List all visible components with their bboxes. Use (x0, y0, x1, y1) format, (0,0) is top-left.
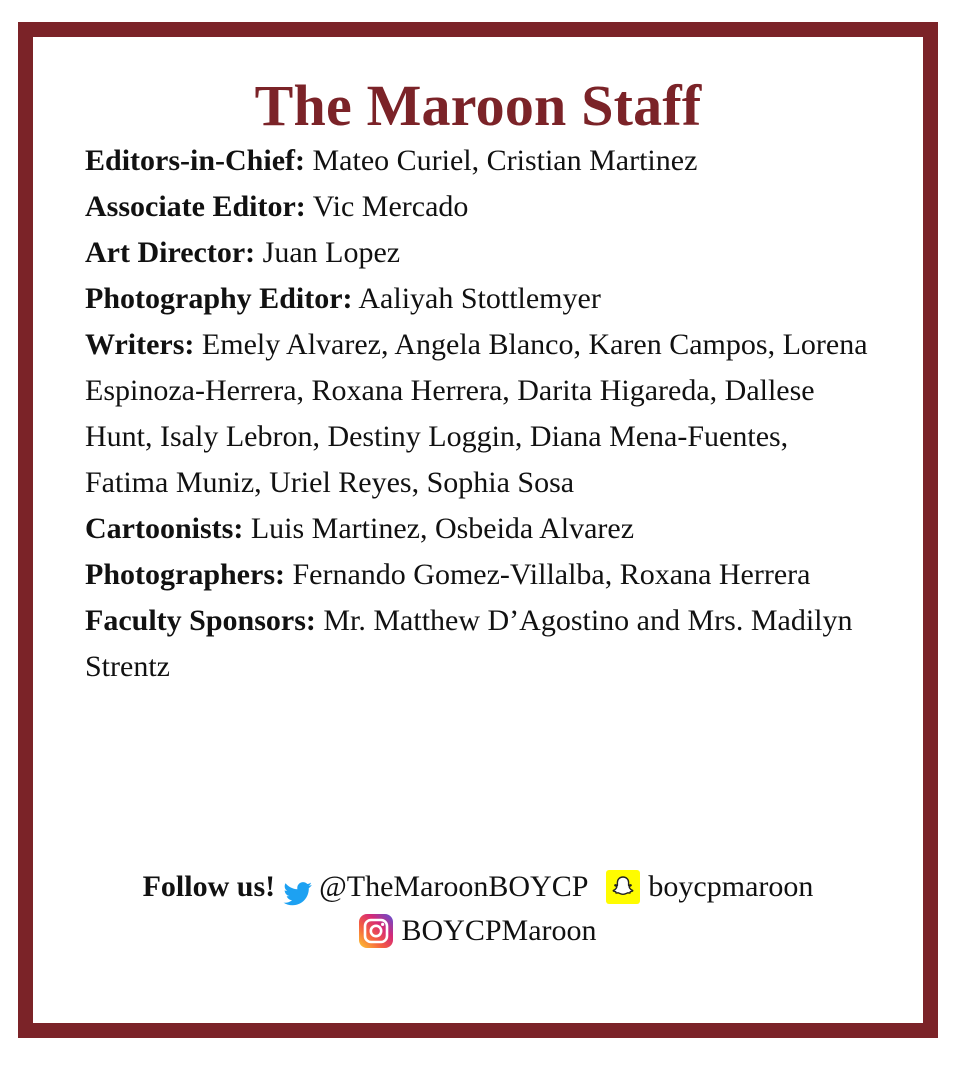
instagram-camera-icon (359, 914, 393, 948)
staff-role: Cartoonists: (85, 512, 244, 545)
staff-entry-editors-in-chief (85, 138, 875, 184)
follow-line-1 (33, 865, 923, 909)
staff-role: Writers: (85, 328, 195, 361)
instagram-handle[interactable]: BOYCPMaroon (401, 914, 597, 947)
staff-role: Art Director: (85, 236, 256, 269)
staff-role: Associate Editor: (85, 190, 306, 223)
staff-names: Juan Lopez (262, 236, 401, 269)
twitter-handle[interactable]: @TheMaroonBOYCP (319, 870, 589, 903)
staff-box-frame (18, 22, 938, 1038)
staff-names: Vic Mercado (312, 190, 469, 223)
staff-names: Fernando Gomez-Villalba, Roxana Herrera (292, 558, 811, 591)
staff-names: Mr. Matthew D’Agostino and Mrs. Madilyn Strentz (85, 604, 853, 683)
staff-entry-art-director (85, 230, 875, 276)
staff-role: Photography Editor: (85, 282, 353, 315)
follow-line-2 (33, 909, 923, 953)
staff-names: Mateo Curiel, Cristian Martinez (312, 144, 698, 177)
staff-entry-faculty-sponsors (85, 598, 875, 690)
follow-label: Follow us! (142, 870, 276, 903)
staff-entry-writers (85, 322, 875, 506)
staff-role: Editors-in-Chief: (85, 144, 305, 177)
snapchat-handle[interactable]: boycpmaroon (648, 870, 814, 903)
staff-entry-photographers (85, 552, 875, 598)
staff-entry-photography-editor (85, 276, 875, 322)
staff-role: Photographers: (85, 558, 285, 591)
page-title: The Maroon Staff (254, 73, 702, 138)
social-follow-block (33, 865, 923, 953)
staff-names: Luis Martinez, Osbeida Alvarez (250, 512, 635, 545)
snapchat-ghost-icon (606, 870, 640, 904)
staff-role: Faculty Sponsors: (85, 604, 316, 637)
staff-names: Emely Alvarez, Angela Blanco, Karen Campos, Lorena Espinoza-Herrera, Roxana Herrera, Darita Higareda, Dallese Hunt, Isaly Lebron, Destiny Loggin, Diana Mena-Fuentes, Fatima Muniz, Uriel Reyes, Sophia Sosa (85, 328, 868, 499)
staff-list (85, 138, 875, 690)
twitter-bird-icon (283, 875, 313, 899)
staff-names: Aaliyah Stottlemyer (358, 282, 601, 315)
staff-entry-cartoonists (85, 506, 875, 552)
staff-entry-associate-editor (85, 184, 875, 230)
